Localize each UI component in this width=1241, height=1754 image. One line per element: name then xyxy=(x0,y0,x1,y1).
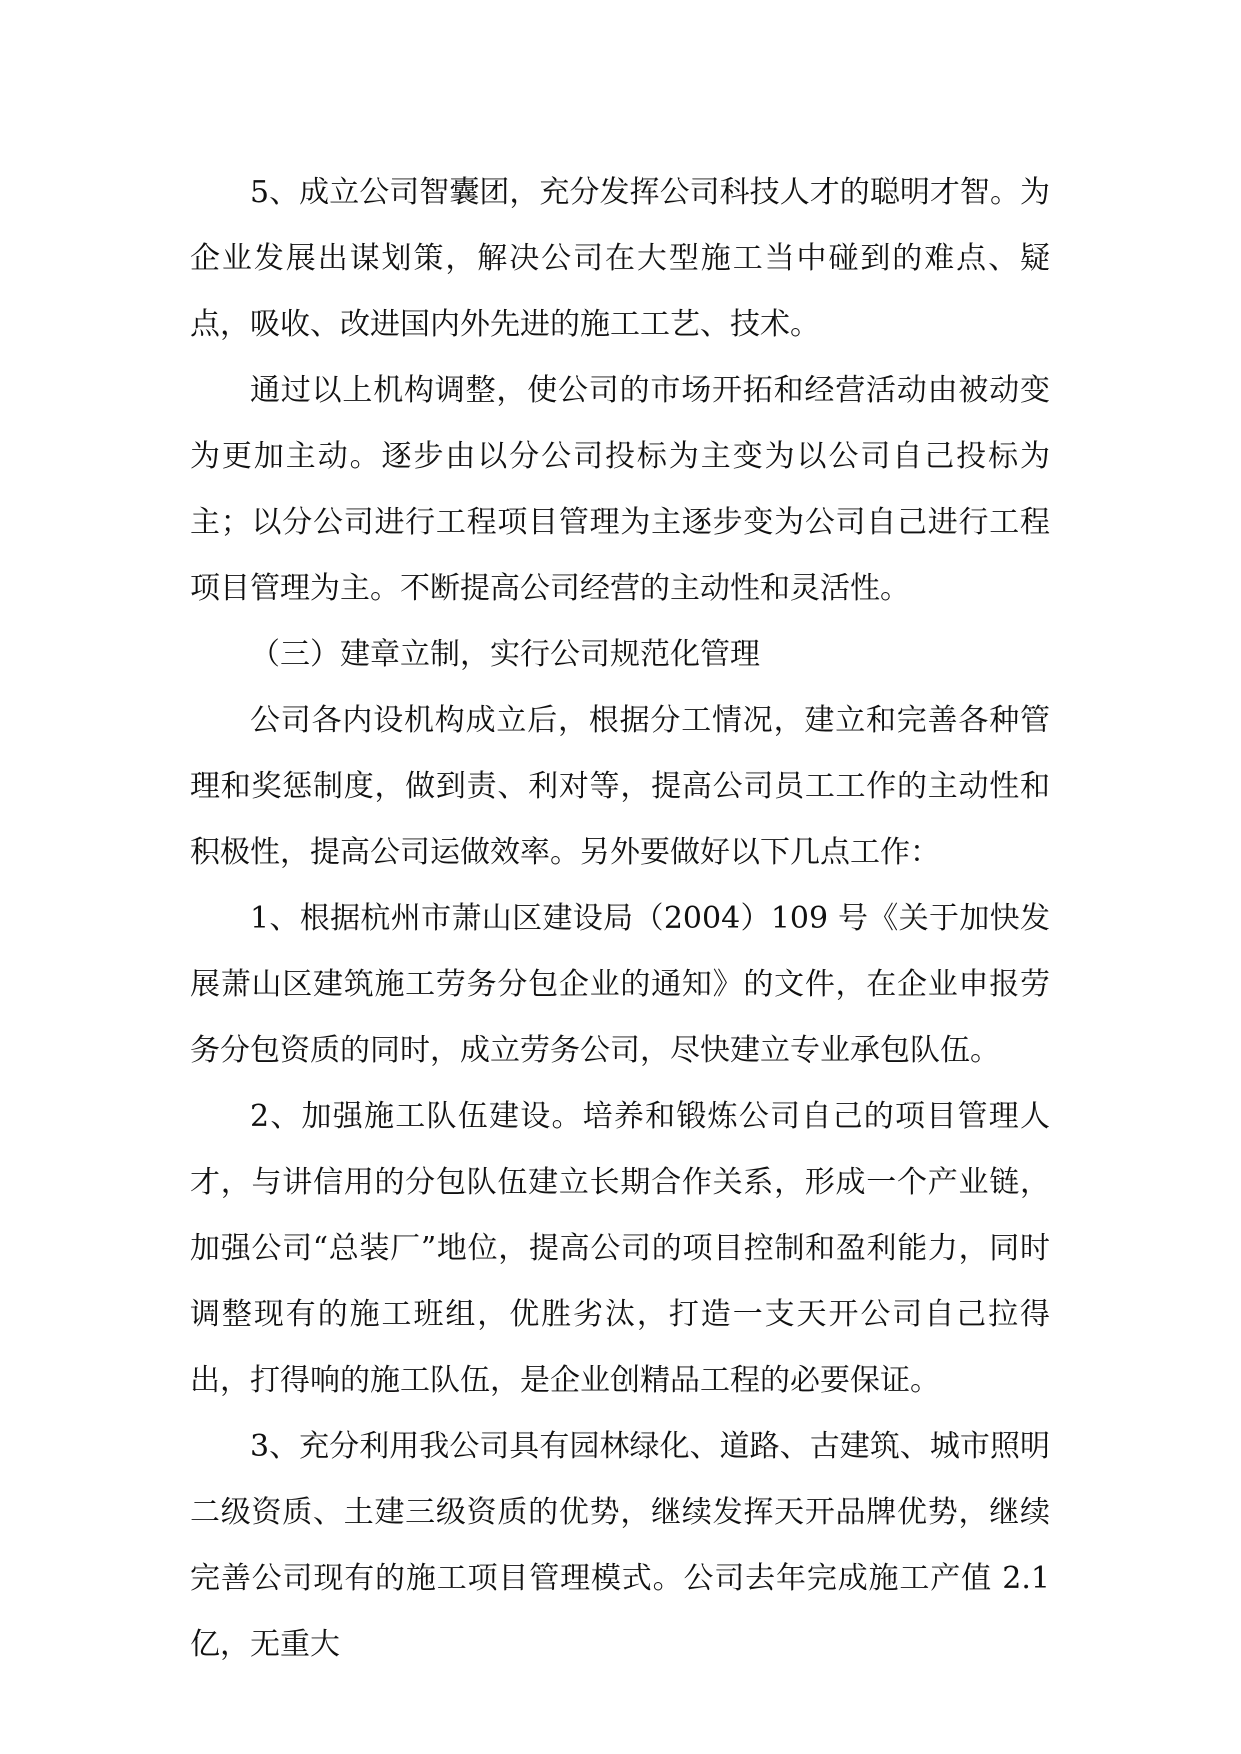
paragraph-restructuring-summary: 通过以上机构调整，使公司的市场开拓和经营活动由被动变为更加主动。逐步由以分公司投标为主变为以公司自己投标为主；以分公司进行工程项目管理为主逐步变为公司自己进行工程项目管理为主。不断提高公司经营的主动性和灵活性。 xyxy=(190,373,1050,606)
paragraph-item-1-labor-company: 1、根据杭州市萧山区建设局（2004）109 号《关于加快发展萧山区建筑施工劳务分包企业的通知》的文件，在企业申报劳务分包资质的同时，成立劳务公司，尽快建立专业承包队伍。 xyxy=(190,901,1050,1068)
paragraph-item-5-think-tank: 5、成立公司智囊团，充分发挥公司科技人才的聪明才智。为企业发展出谋划策，解决公司在大型施工当中碰到的难点、疑点，吸收、改进国内外先进的施工工艺、技术。 xyxy=(190,175,1050,342)
paragraph-internal-institutions: 公司各内设机构成立后，根据分工情况，建立和完善各种管理和奖惩制度，做到责、利对等，提高公司员工工作的主动性和积极性，提高公司运做效率。另外要做好以下几点工作： xyxy=(190,703,1050,870)
document-body xyxy=(190,160,1050,1678)
section-heading-3: （三）建章立制，实行公司规范化管理 xyxy=(250,637,760,672)
paragraph-item-3-qualifications: 3、充分利用我公司具有园林绿化、道路、古建筑、城市照明二级资质、土建三级资质的优势，继续发挥天开品牌优势，继续完善公司现有的施工项目管理模式。公司去年完成施工产值 2.1 亿，无重大 xyxy=(190,1429,1050,1662)
paragraph-item-2-construction-team: 2、加强施工队伍建设。培养和锻炼公司自己的项目管理人才，与讲信用的分包队伍建立长期合作关系，形成一个产业链，加强公司“总装厂”地位，提高公司的项目控制和盈利能力，同时调整现有的施工班组，优胜劣汰，打造一支天开公司自己拉得出，打得响的施工队伍，是企业创精品工程的必要保证。 xyxy=(190,1099,1050,1398)
